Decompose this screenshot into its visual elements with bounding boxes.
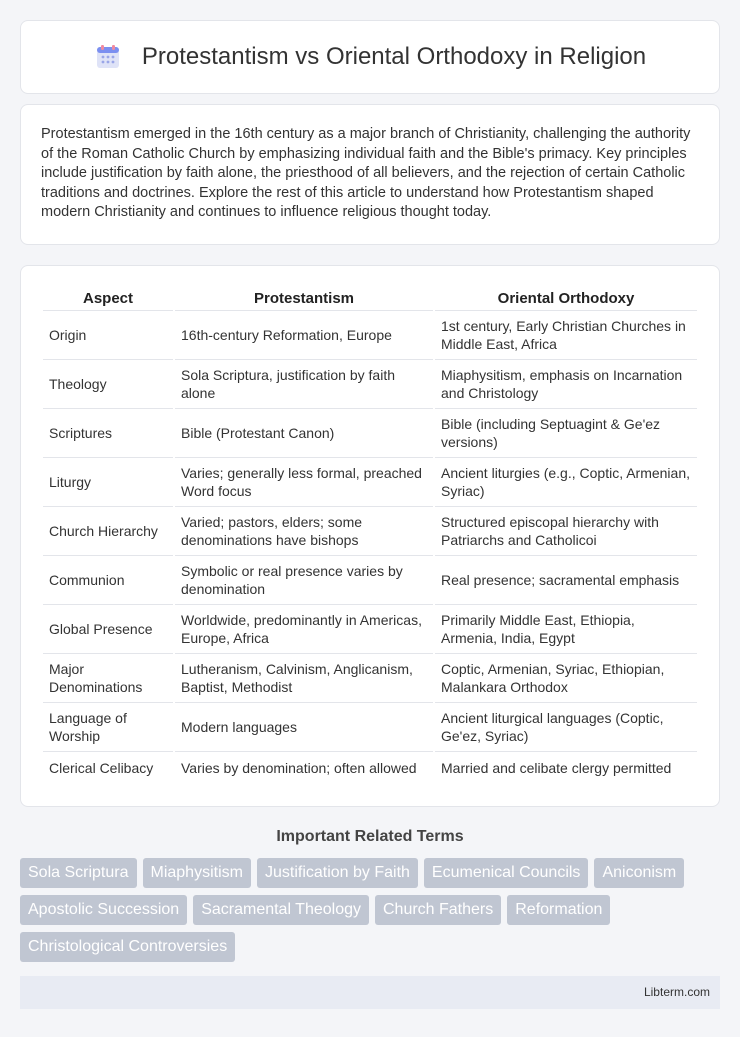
oriental-orthodoxy-cell: Miaphysitism, emphasis on Incarnation and Christology bbox=[435, 360, 697, 409]
term-tag[interactable]: Christological Controversies bbox=[20, 932, 235, 962]
protestantism-cell: Sola Scriptura, justification by faith alone bbox=[175, 360, 433, 409]
table-row bbox=[43, 360, 697, 409]
header-aspect: Aspect bbox=[43, 286, 173, 311]
oriental-orthodoxy-cell: Coptic, Armenian, Syriac, Ethiopian, Malankara Orthodox bbox=[435, 654, 697, 703]
aspect-cell: Liturgy bbox=[43, 458, 173, 507]
table-row bbox=[43, 703, 697, 752]
title-card bbox=[20, 20, 720, 94]
related-terms-heading: Important Related Terms bbox=[276, 827, 464, 845]
header-oriental-orthodoxy: Oriental Orthodoxy bbox=[435, 286, 697, 311]
aspect-cell: Church Hierarchy bbox=[43, 507, 173, 556]
term-tag[interactable]: Miaphysitism bbox=[143, 858, 251, 888]
header-protestantism: Protestantism bbox=[175, 286, 433, 311]
table-header-row bbox=[43, 286, 697, 311]
intro-card bbox=[20, 104, 720, 245]
aspect-cell: Origin bbox=[43, 311, 173, 360]
table-row bbox=[43, 605, 697, 654]
oriental-orthodoxy-cell: 1st century, Early Christian Churches in Middle East, Africa bbox=[435, 311, 697, 360]
term-tag[interactable]: Aniconism bbox=[594, 858, 684, 888]
aspect-cell: Clerical Celibacy bbox=[49, 759, 154, 776]
table-row bbox=[43, 507, 697, 556]
term-tag[interactable]: Justification by Faith bbox=[257, 858, 418, 888]
table-row bbox=[43, 311, 697, 360]
comparison-table-card bbox=[20, 265, 720, 807]
table-row bbox=[43, 409, 697, 458]
term-tag[interactable]: Church Fathers bbox=[375, 895, 501, 925]
protestantism-cell: Varies by denomination; often allowed bbox=[181, 759, 417, 776]
protestantism-cell: Varies; generally less formal, preached Word focus bbox=[175, 458, 433, 507]
protestantism-cell: Bible (Protestant Canon) bbox=[175, 409, 433, 458]
aspect-cell: Communion bbox=[43, 556, 173, 605]
protestantism-cell: 16th-century Reformation, Europe bbox=[175, 311, 433, 360]
oriental-orthodoxy-cell: Bible (including Septuagint & Ge'ez versions) bbox=[435, 409, 697, 458]
aspect-cell: Major Denominations bbox=[43, 654, 173, 703]
protestantism-cell: Symbolic or real presence varies by denomination bbox=[175, 556, 433, 605]
intro-text: Protestantism emerged in the 16th century as a major branch of Christianity, challenging the authority of the Roman Catholic Church by emphasizing individual faith and the Bible's primacy. Key principles include justification by faith alone, the priesthood of all believers, and the rejection of certain Catholic traditions and doctrines. Explore the rest of this article to understand how Protestantism shaped modern Christianity and continues to influence religious thought today. bbox=[41, 126, 691, 221]
aspect-cell: Language of Worship bbox=[43, 703, 173, 752]
term-tag[interactable]: Sola Scriptura bbox=[20, 858, 137, 888]
oriental-orthodoxy-cell: Married and celibate clergy permitted bbox=[441, 759, 672, 776]
protestantism-cell: Lutheranism, Calvinism, Anglicanism, Baptist, Methodist bbox=[175, 654, 433, 703]
term-tag[interactable]: Sacramental Theology bbox=[193, 895, 369, 925]
oriental-orthodoxy-cell: Structured episcopal hierarchy with Patriarchs and Catholicoi bbox=[435, 507, 697, 556]
protestantism-cell: Varied; pastors, elders; some denominations have bishops bbox=[175, 507, 433, 556]
oriental-orthodoxy-cell: Ancient liturgies (e.g., Coptic, Armenian, Syriac) bbox=[435, 458, 697, 507]
table-row bbox=[43, 654, 697, 703]
protestantism-cell: Worldwide, predominantly in Americas, Europe, Africa bbox=[175, 605, 433, 654]
aspect-cell: Global Presence bbox=[43, 605, 173, 654]
footer bbox=[20, 976, 720, 1009]
oriental-orthodoxy-cell: Ancient liturgical languages (Coptic, Ge'ez, Syriac) bbox=[435, 703, 697, 752]
term-tag[interactable]: Reformation bbox=[507, 895, 610, 925]
protestantism-cell: Modern languages bbox=[175, 703, 433, 752]
page-title: Protestantism vs Oriental Orthodoxy in Religion bbox=[141, 43, 647, 70]
oriental-orthodoxy-cell: Primarily Middle East, Ethiopia, Armenia, India, Egypt bbox=[435, 605, 697, 654]
oriental-orthodoxy-cell: Real presence; sacramental emphasis bbox=[435, 556, 697, 605]
footer-site-link[interactable]: Libterm.com bbox=[643, 985, 710, 1000]
table-row bbox=[43, 556, 697, 605]
table-row bbox=[43, 458, 697, 507]
table-row bbox=[43, 752, 697, 784]
aspect-cell: Scriptures bbox=[43, 409, 173, 458]
aspect-cell: Theology bbox=[43, 360, 173, 409]
calendar-icon bbox=[94, 43, 122, 71]
term-tag[interactable]: Ecumenical Councils bbox=[424, 858, 589, 888]
comparison-table bbox=[41, 286, 699, 784]
term-tag[interactable]: Apostolic Succession bbox=[20, 895, 187, 925]
related-terms-list bbox=[20, 858, 720, 962]
